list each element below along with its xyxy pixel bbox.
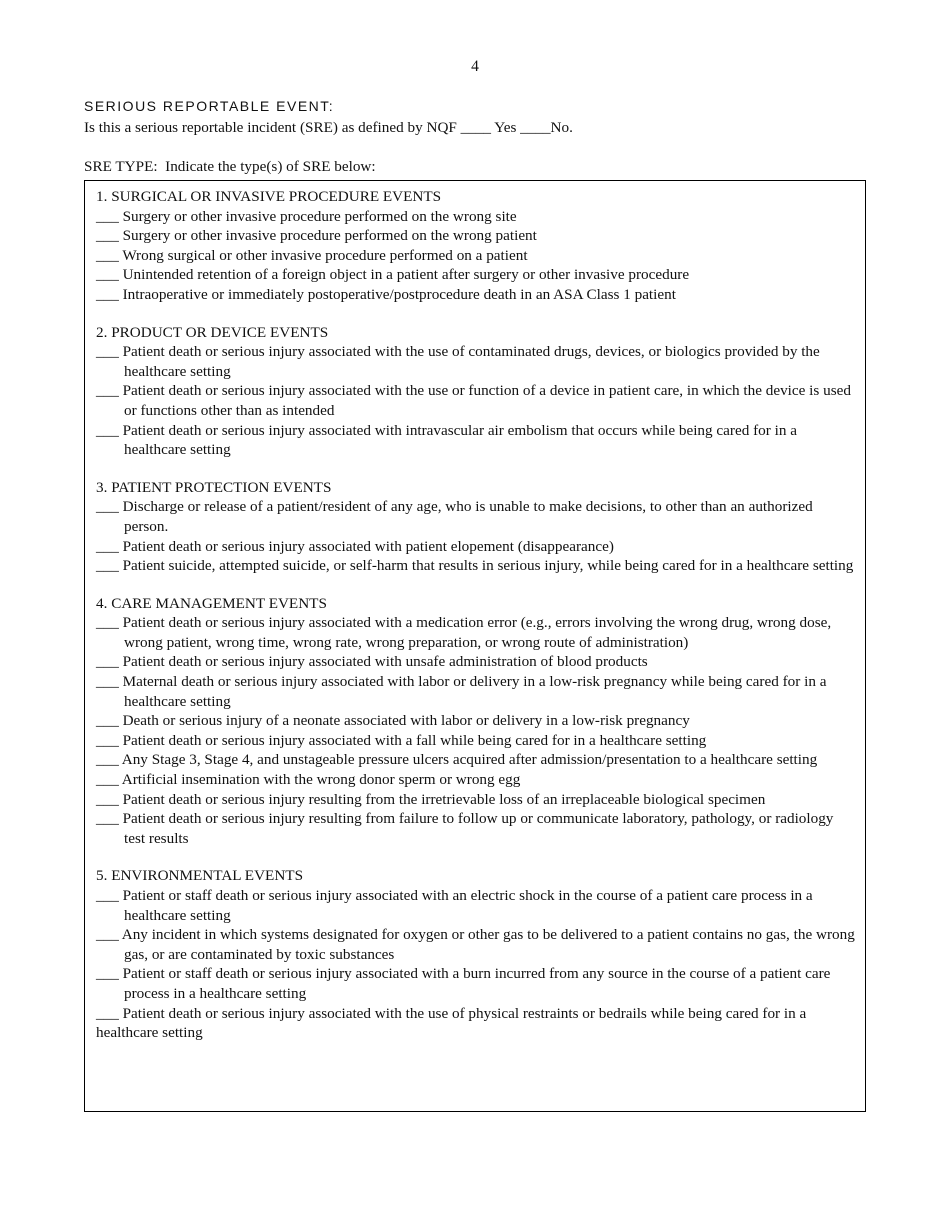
sre-checklist-item[interactable]	[96, 809, 857, 848]
item-label: Patient death or serious injury associated with unsafe administration of blood products	[122, 653, 648, 671]
item-label: Patient or staff death or serious injury associated with an electric shock in the course of a patient care process in a healthcare setting	[122, 887, 813, 924]
sre-checklist-item[interactable]	[96, 421, 857, 460]
checkbox-blank[interactable]: ___	[96, 731, 123, 749]
checkbox-blank[interactable]: ___	[96, 266, 123, 284]
checkbox-blank[interactable]: ___	[96, 285, 123, 303]
item-label: Surgery or other invasive procedure performed on the wrong patient	[122, 227, 537, 245]
sre-checklist-item[interactable]	[96, 1004, 857, 1043]
checkbox-blank[interactable]: ___	[96, 207, 123, 225]
sre-checklist-item[interactable]	[96, 731, 857, 751]
sre-checklist-item[interactable]	[96, 226, 857, 246]
sre-checklist-item[interactable]	[96, 556, 857, 576]
section-title: 2. PRODUCT OR DEVICE EVENTS	[96, 323, 329, 341]
item-label: Patient death or serious injury resulting from failure to follow up or communicate laboratory, pathology, or radiology test results	[122, 810, 834, 847]
item-label: Wrong surgical or other invasive procedure performed on a patient	[122, 246, 528, 264]
checkbox-blank[interactable]: ___	[96, 1004, 123, 1022]
item-label: Patient death or serious injury associated with the use or function of a device in patient care, in which the device is used or functions other than as intended	[122, 382, 851, 419]
sre-checklist-item[interactable]	[96, 964, 857, 1003]
checkbox-blank[interactable]: ___	[96, 227, 123, 245]
item-label: Patient suicide, attempted suicide, or self-harm that results in serious injury, while being cared for in a healthcare setting	[122, 557, 854, 575]
item-label: Any incident in which systems designated for oxygen or other gas to be delivered to a patient contains no gas, the wrong gas, or are contaminated by toxic substances	[121, 926, 855, 963]
sre-checklist-item[interactable]	[96, 672, 857, 711]
page-number: 4	[471, 58, 479, 75]
checkbox-blank[interactable]: ___	[96, 751, 122, 769]
sre-section	[96, 187, 857, 305]
sre-question: Is this a serious reportable incident (SRE) as defined by NQF ____ Yes ____No.	[84, 119, 573, 136]
item-label: Unintended retention of a foreign object in a patient after surgery or other invasive procedure	[122, 266, 690, 284]
section-title: 3. PATIENT PROTECTION EVENTS	[96, 478, 332, 496]
item-label: Patient death or serious injury associated with intravascular air embolism that occurs while being cared for in a healthcare setting	[122, 421, 797, 459]
sre-heading: SERIOUS REPORTABLE EVENT:	[84, 98, 335, 114]
sre-checklist-item[interactable]	[96, 613, 857, 652]
sre-checklist-item[interactable]	[96, 790, 857, 810]
sre-checklist-item[interactable]	[96, 652, 857, 672]
item-label: Patient death or serious injury associated with a fall while being cared for in a healthcare setting	[122, 731, 707, 749]
checkbox-blank[interactable]: ___	[96, 810, 123, 828]
sre-checklist-item[interactable]	[96, 886, 857, 925]
sre-checklist-item[interactable]	[96, 750, 857, 770]
sre-checklist-item[interactable]	[96, 770, 857, 790]
checkbox-blank[interactable]: ___	[96, 537, 123, 555]
sre-checklist-item[interactable]	[96, 342, 857, 381]
sre-checklist-item[interactable]	[96, 925, 857, 964]
sre-checklist-item[interactable]	[96, 265, 857, 285]
item-label: Surgery or other invasive procedure performed on the wrong site	[122, 207, 517, 225]
checkbox-blank[interactable]: ___	[96, 926, 122, 944]
checkbox-blank[interactable]: ___	[96, 614, 123, 632]
item-label: Artificial insemination with the wrong donor sperm or wrong egg	[121, 771, 521, 789]
sre-section	[96, 594, 857, 849]
item-label: Patient death or serious injury resulting from the irretrievable loss of an irreplaceable biological specimen	[122, 790, 766, 808]
item-label: Patient death or serious injury associated with patient elopement (disappearance)	[122, 537, 614, 555]
item-label: Intraoperative or immediately postoperative/postprocedure death in an ASA Class 1 patient	[122, 285, 676, 303]
item-label: Death or serious injury of a neonate associated with labor or delivery in a low-risk pregnancy	[122, 712, 690, 730]
item-label: Patient death or serious injury associated with the use of contaminated drugs, devices, or biologics provided by the healthcare setting	[122, 343, 820, 380]
item-label: Discharge or release of a patient/resident of any age, who is unable to make decisions, to other than an authorized person.	[122, 498, 813, 535]
sre-section	[96, 478, 857, 576]
item-label: Any Stage 3, Stage 4, and unstageable pressure ulcers acquired after admission/presentation to a healthcare setting	[121, 751, 818, 769]
sre-section	[96, 323, 857, 460]
section-title: 1. SURGICAL OR INVASIVE PROCEDURE EVENTS	[96, 188, 442, 205]
sre-section	[96, 866, 857, 1042]
checkbox-blank[interactable]: ___	[96, 557, 123, 575]
item-label: Maternal death or serious injury associated with labor or delivery in a low-risk pregnancy while being cared for in a healthcare setting	[122, 673, 827, 710]
sre-checklist-item[interactable]	[96, 207, 857, 227]
sre-checklist-item[interactable]	[96, 711, 857, 731]
sre-type-box	[84, 180, 866, 1112]
checkbox-blank[interactable]: ___	[96, 343, 123, 361]
checkbox-blank[interactable]: ___	[96, 653, 123, 671]
checkbox-blank[interactable]: ___	[96, 887, 123, 904]
checkbox-blank[interactable]: ___	[96, 790, 123, 808]
item-label: Patient or staff death or serious injury associated with a burn incurred from any source in the course of a patient care process in a healthcare setting	[122, 965, 831, 1002]
checkbox-blank[interactable]: ___	[96, 421, 123, 439]
sre-checklist-item[interactable]	[96, 381, 857, 420]
checkbox-blank[interactable]: ___	[96, 498, 123, 516]
checkbox-blank[interactable]: ___	[96, 246, 123, 264]
sre-checklist-item[interactable]	[96, 537, 857, 557]
section-title: 4. CARE MANAGEMENT EVENTS	[96, 594, 327, 612]
item-label: Patient death or serious injury associated with the use of physical restraints or bedrails while being cared for in a healthcare setting	[96, 1004, 807, 1042]
checkbox-blank[interactable]: ___	[96, 712, 123, 730]
checkbox-blank[interactable]: ___	[96, 771, 122, 789]
section-title: 5. ENVIRONMENTAL EVENTS	[96, 867, 304, 885]
sre-checklist-item[interactable]	[96, 246, 857, 266]
checkbox-blank[interactable]: ___	[96, 673, 123, 691]
checkbox-blank[interactable]: ___	[96, 965, 123, 983]
sre-checklist-item[interactable]	[96, 497, 857, 536]
item-label: Patient death or serious injury associated with a medication error (e.g., errors involving the wrong drug, wrong dose, wrong patient, wrong time, wrong rate, wrong preparation, or wrong route of administration)	[122, 614, 832, 651]
sre-checklist-item[interactable]	[96, 285, 857, 305]
sre-type-prompt: SRE TYPE: Indicate the type(s) of SRE below:	[84, 158, 376, 175]
checkbox-blank[interactable]: ___	[96, 382, 123, 400]
